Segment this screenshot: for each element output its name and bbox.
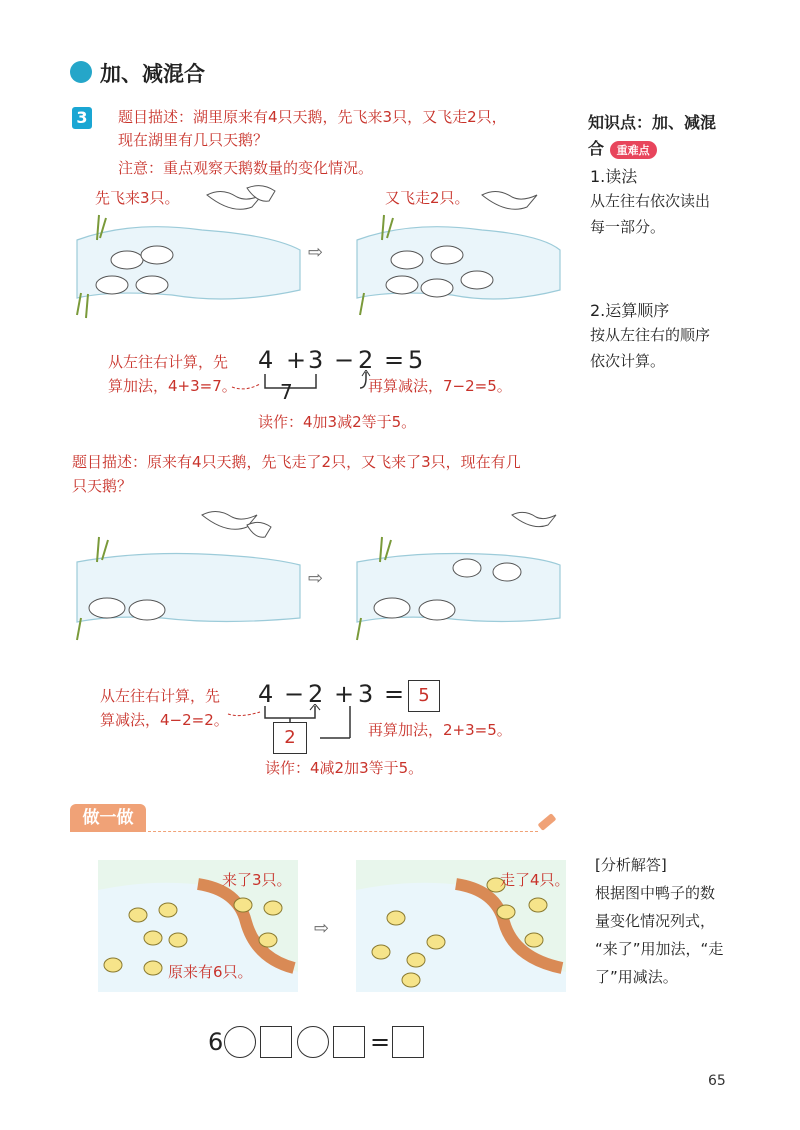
eq1-term-3: 2 (358, 346, 374, 374)
swan-lake-illustration-1 (72, 180, 302, 325)
number-box-1[interactable] (260, 1026, 292, 1058)
eq2-op-1: − (284, 680, 305, 708)
eq1-bracket (220, 370, 380, 400)
eq2-left-note-1: 从左往右计算，先 (100, 687, 221, 705)
analysis-text-3: “来了”用加法，“走 (595, 940, 724, 958)
eq2-intermediate-box: 2 (273, 722, 307, 754)
eq2-reading: 读作：4减2加3等于5。 (265, 759, 424, 777)
number-box-2[interactable] (333, 1026, 365, 1058)
section-divider (148, 831, 538, 832)
analysis-text-4: 了”用减法。 (595, 968, 678, 986)
practice-left-note-bottom: 原来有6只。 (168, 963, 253, 981)
eq1-equals: = (384, 346, 405, 374)
knowledge-point-title-2 (588, 136, 657, 159)
eq2-op-2: + (334, 680, 355, 708)
scene1-left-label: 先飞来3只。 (95, 189, 180, 207)
pencil-icon (538, 813, 557, 831)
order-text-2: 依次计算。 (590, 352, 666, 370)
page-number: 65 (708, 1073, 726, 1089)
eq1-left-note-2: 算加法，4+3=7。 (108, 377, 237, 395)
eq2-term-3: 3 (358, 680, 374, 708)
eq2-term-1: 4 (258, 680, 274, 708)
eq2-right-note: 再算加法，2+3=5。 (368, 721, 512, 739)
eq1-intermediate: 7 (280, 380, 293, 404)
eq2-left-note-2: 算减法，4−2=2。 (100, 711, 229, 729)
order-title: 2.运算顺序 (590, 301, 670, 320)
practice-equals: = (370, 1028, 391, 1056)
order-text-1: 按从左往右的顺序 (590, 326, 711, 344)
arrow-icon: ⇨ (308, 242, 324, 263)
problem-desc-line2: 现在湖里有几只天鹅？ (118, 131, 269, 149)
eq1-reading: 读作：4加3减2等于5。 (258, 413, 417, 431)
practice-start-number: 6 (208, 1028, 224, 1056)
book-icon (70, 61, 92, 83)
scene1-right-label: 又飞走2只。 (385, 189, 470, 207)
key-difficulty-badge: 重难点 (610, 141, 657, 159)
arrow-icon-3: ⇨ (314, 918, 330, 939)
eq2-equals: = (384, 680, 405, 708)
swan-lake-illustration-2 (352, 180, 562, 325)
practice-right-note: 走了4只。 (500, 871, 570, 889)
eq1-op-1: + (286, 346, 307, 374)
eq1-term-1: 4 (258, 346, 274, 374)
reading-text-2: 每一部分。 (590, 218, 666, 236)
note-text: 注意：重点观察天鹅数量的变化情况。 (118, 159, 374, 177)
swan-lake-illustration-4 (352, 500, 562, 645)
problem2-desc-line1: 题目描述：原来有4只天鹅，先飞走了2只，又飞来了3只，现在有几 (72, 453, 521, 471)
practice-left-note-top: 来了3只。 (222, 871, 292, 889)
result-box[interactable] (392, 1026, 424, 1058)
section-title: 加、减混合 (100, 62, 205, 86)
analysis-text-2: 量变化情况列式， (595, 912, 716, 930)
knowledge-point-title-1: 知识点：加、减混 (588, 113, 717, 132)
eq2-answer-box: 5 (408, 680, 440, 712)
reading-title: 1.读法 (590, 167, 638, 186)
eq1-result: 5 (408, 346, 424, 374)
problem-desc-line1: 题目描述：湖里原来有4只天鹅，先飞来3只，又飞走2只， (118, 108, 507, 126)
knowledge-point-title-2-text: 合 (588, 139, 605, 158)
analysis-text-1: 根据图中鸭子的数 (595, 884, 716, 902)
arrow-icon-2: ⇨ (308, 568, 324, 589)
practice-tab: 做一做 (70, 804, 146, 832)
swan-lake-illustration-3 (72, 500, 302, 645)
example-number-badge: 3 (72, 107, 92, 129)
eq1-term-2: 3 (308, 346, 324, 374)
operator-circle-1[interactable] (224, 1026, 256, 1058)
eq1-left-note-1: 从左往右计算，先 (108, 353, 229, 371)
eq1-right-note: 再算减法，7−2=5。 (368, 377, 512, 395)
operator-circle-2[interactable] (297, 1026, 329, 1058)
reading-text-1: 从左往右依次读出 (590, 192, 711, 210)
analysis-title: [分析解答] (595, 856, 667, 874)
eq2-term-2: 2 (308, 680, 324, 708)
problem2-desc-line2: 只天鹅？ (72, 477, 133, 495)
eq1-op-2: − (334, 346, 355, 374)
